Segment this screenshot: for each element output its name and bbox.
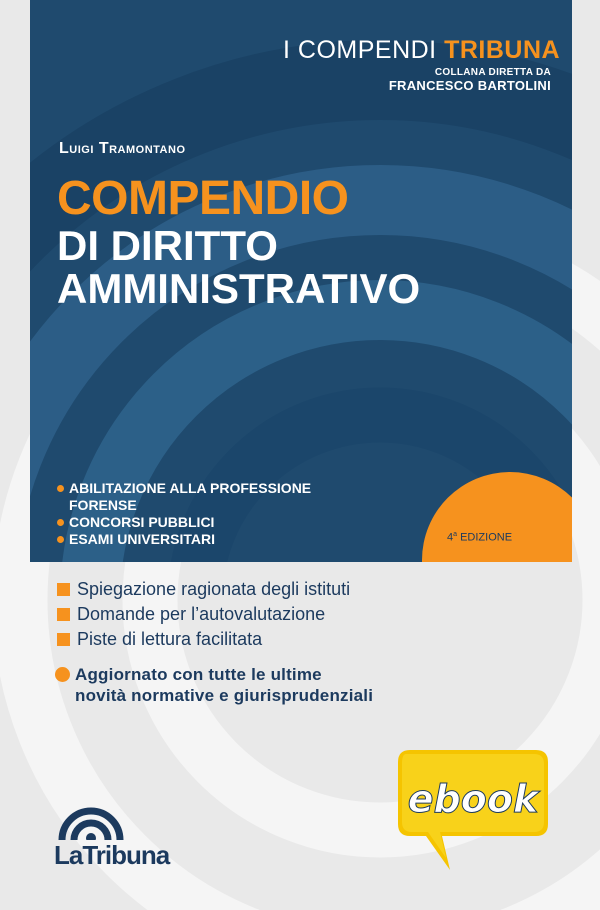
target-item: ESAMI UNIVERSITARI	[57, 531, 311, 548]
target-list	[57, 480, 311, 548]
ebook-label: ebook	[407, 777, 539, 821]
publisher-name: LaTribuna	[54, 840, 170, 870]
collana-director: FRANCESCO BARTOLINI	[388, 78, 551, 93]
publisher-logo-icon	[56, 800, 126, 840]
title-line-3: AMMINISTRATIVO	[57, 265, 421, 312]
bullet-dot-icon	[57, 485, 64, 492]
ebook-badge-icon	[398, 750, 548, 870]
feature-item: Domande per l’autovalutazione	[57, 602, 350, 627]
target-item: FORENSE	[69, 497, 137, 513]
square-bullet-icon	[57, 633, 70, 646]
feature-item: Spiegazione ragionata degli istituti	[57, 577, 350, 602]
bullet-dot-icon	[57, 519, 64, 526]
title-line-1: COMPENDIO	[57, 172, 349, 225]
square-bullet-icon	[57, 583, 70, 596]
feature-item: Piste di lettura facilitata	[57, 627, 350, 652]
author-name: Luigi Tramontano	[59, 140, 186, 157]
square-bullet-icon	[57, 608, 70, 621]
title-line-2: DI DIRITTO	[57, 222, 278, 269]
series-name: TRIBUNA	[444, 36, 561, 64]
bullet-dot-icon	[55, 667, 70, 682]
series-title: I COMPENDI TRIBUNA	[283, 36, 561, 64]
collana-label: COLLANA DIRETTA DA	[434, 67, 551, 78]
update-note: Aggiornato con tutte le ultime novità normative e giurisprudenziali	[55, 664, 373, 706]
edition-label: 4$^a$ EDIZIONE	[447, 531, 513, 544]
target-item: CONCORSI PUBBLICI	[57, 514, 311, 531]
target-item: ABILITAZIONE ALLA PROFESSIONE	[57, 480, 311, 497]
features-list	[57, 577, 350, 652]
bullet-dot-icon	[57, 536, 64, 543]
